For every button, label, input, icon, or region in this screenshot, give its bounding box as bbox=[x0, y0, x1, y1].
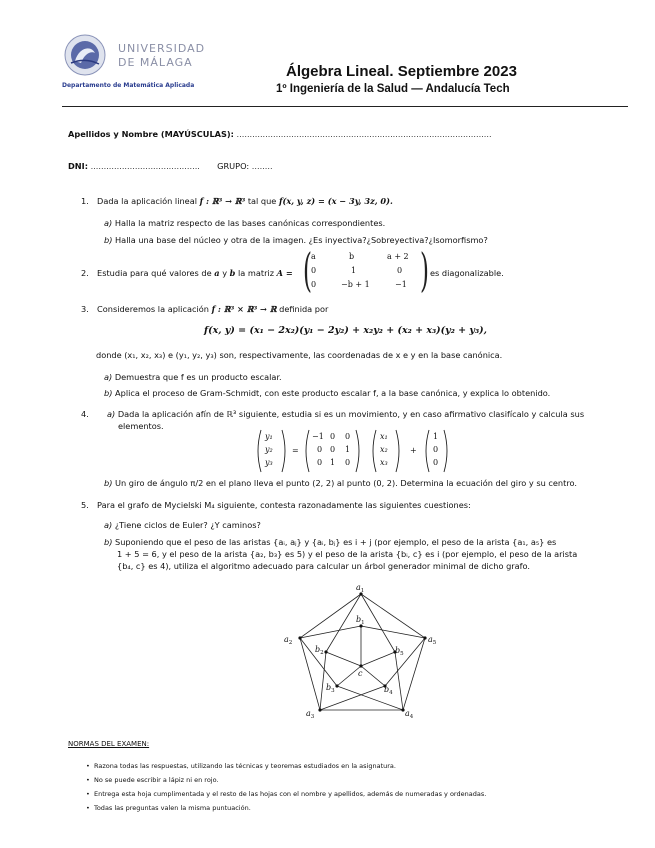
label-b1: $b_1$ bbox=[356, 615, 365, 626]
group-label: GRUPO: bbox=[217, 161, 250, 171]
exam-subtitle: 1º Ingeniería de la Salud — Andalucía Tech bbox=[276, 83, 510, 95]
vertex-a2 bbox=[298, 636, 301, 639]
mycielski-graph bbox=[280, 580, 440, 720]
header-divider bbox=[62, 106, 628, 107]
question-3a-text: Demuestra que f es un producto escalar. bbox=[114, 372, 282, 382]
question-2-text-b: la matriz bbox=[238, 268, 275, 278]
question-3b-label: b) bbox=[104, 388, 113, 398]
rule-item-text: Entrega esta hoja cumplimentada y el resto de las hojas con el nombre y apellidos, además de numeradas y ordenadas. bbox=[93, 790, 487, 798]
matrix-cell: 0 bbox=[317, 458, 323, 467]
question-3b-text: Aplica el proceso de Gram-Schmidt, con este producto escalar f, a la base canónica, y explica lo obtenido. bbox=[115, 388, 551, 398]
rule-item-text: No se puede escribir a lápiz ni en rojo. bbox=[93, 776, 219, 784]
matrix-cell: 1 bbox=[330, 458, 336, 467]
question-2-text-a: Estudia para qué valores de bbox=[97, 268, 212, 278]
label-a1: $a_1$ bbox=[356, 583, 365, 594]
question-5-number: 5. bbox=[81, 500, 89, 510]
vector-b3: 0 bbox=[433, 458, 439, 467]
group-field[interactable]: ........ bbox=[251, 161, 273, 171]
dni-label: DNI: bbox=[68, 161, 88, 171]
affine-equation bbox=[255, 428, 465, 474]
question-4b-text: Un giro de ángulo π/2 en el plano lleva el punto (2, 2) al punto (0, 2). Determina la ecuación del giro y su centro. bbox=[115, 478, 577, 488]
matrix-paren-left: ( bbox=[303, 243, 312, 297]
question-2-text bbox=[81, 268, 293, 279]
label-a2: $a_2$ bbox=[284, 635, 293, 646]
question-1-formula: f(x, y, z) = (x − 3y, 3z, 0). bbox=[278, 196, 393, 206]
question-4 bbox=[81, 409, 584, 420]
department-name: Departamento de Matemática Aplicada bbox=[62, 82, 195, 89]
label-a4: $a_4$ bbox=[405, 709, 414, 720]
rule-item bbox=[86, 804, 251, 812]
question-5b-text: Suponiendo que el peso de las aristas {aᵢ, aⱼ} y {aᵢ, bⱼ} es i + j (por ejemplo, el peso de la arista {a₁, a₅} es bbox=[115, 537, 557, 547]
university-name-line2: DE MÁLAGA bbox=[118, 56, 193, 69]
label-b4: $b_4$ bbox=[384, 685, 393, 696]
question-1b bbox=[104, 235, 488, 246]
dni-field[interactable]: .......................................... bbox=[90, 161, 200, 171]
matrix-cell: 1 bbox=[351, 266, 357, 275]
question-3a bbox=[104, 372, 282, 383]
vector-x1: x₁ bbox=[380, 432, 388, 441]
question-3a-label: a) bbox=[104, 372, 113, 382]
question-2-number: 2. bbox=[81, 268, 89, 278]
vector-y3: y₃ bbox=[265, 458, 273, 467]
question-4a-text: Dada la aplicación afín de ℝ³ siguiente, estudia si es un movimiento, y en caso afirmativo clasifícalo y calcula sus bbox=[117, 409, 585, 419]
question-3-number: 3. bbox=[81, 304, 89, 314]
label-b2: $b_2$ bbox=[315, 645, 324, 656]
name-row bbox=[68, 129, 492, 140]
question-4b bbox=[104, 478, 577, 489]
vector-y2: y₂ bbox=[265, 445, 273, 454]
question-2-matrix-label: A = bbox=[276, 268, 293, 278]
question-5b-label: b) bbox=[104, 537, 113, 547]
label-a3: $a_3$ bbox=[306, 709, 315, 720]
rule-item-text: Todas las preguntas valen la misma puntuación. bbox=[93, 804, 251, 812]
question-3-text-b: definida por bbox=[279, 304, 329, 314]
question-1-map: f : ℝ³ → ℝ³ bbox=[199, 196, 246, 206]
label-b3: $b_3$ bbox=[326, 683, 335, 694]
matrix-cell: −1 bbox=[312, 432, 324, 441]
name-field[interactable]: .................................................................................................. bbox=[236, 129, 492, 139]
question-4-number: 4. bbox=[81, 409, 89, 419]
question-5b-text-line3: {b₄, c} es 4), utiliza el algoritmo adecuado para calcular un árbol generador minimal de dicho grafo. bbox=[117, 561, 531, 571]
matrix-cell: 1 bbox=[345, 445, 351, 454]
name-label: Apellidos y Nombre (MAYÚSCULAS): bbox=[68, 129, 234, 139]
question-1b-label: b) bbox=[104, 235, 113, 245]
question-2-matrix bbox=[311, 252, 423, 294]
matrix-paren-right: ) bbox=[420, 243, 429, 297]
question-5a-text: ¿Tiene ciclos de Euler? ¿Y caminos? bbox=[114, 520, 261, 530]
question-1 bbox=[81, 196, 393, 207]
question-1a-label: a) bbox=[104, 218, 113, 228]
vector-b1: 1 bbox=[433, 432, 439, 441]
question-4a-text-line2: elementos. bbox=[118, 421, 164, 431]
vertex-b2 bbox=[324, 650, 327, 653]
question-1-text-b: tal que bbox=[247, 196, 277, 206]
question-1a bbox=[104, 218, 385, 229]
rule-item bbox=[86, 790, 486, 798]
equals-sign: = bbox=[292, 446, 299, 455]
matrix-cell: −1 bbox=[395, 280, 407, 289]
rule-item bbox=[86, 762, 396, 770]
bullet-icon: • bbox=[86, 804, 94, 812]
question-1a-text: Halla la matriz respecto de las bases canónicas correspondientes. bbox=[114, 218, 386, 228]
matrix-cell: 0 bbox=[330, 445, 336, 454]
question-4a-label: a) bbox=[107, 409, 116, 419]
vertex-c bbox=[359, 664, 362, 667]
matrix-cell: −b + 1 bbox=[341, 280, 370, 289]
question-3-coordinates: donde (x₁, x₂, x₃) e (y₁, y₂, y₃) son, respectivamente, las coordenadas de x e y en la base canónica. bbox=[96, 350, 503, 360]
question-2-and: y bbox=[222, 268, 228, 278]
matrix-cell: a bbox=[311, 252, 316, 261]
vector-x2: x₂ bbox=[380, 445, 388, 454]
question-3-map: f : ℝ³ × ℝ³ → ℝ bbox=[211, 304, 277, 314]
vertex-a3 bbox=[318, 708, 321, 711]
label-b5: $b_5$ bbox=[395, 646, 404, 657]
question-3-text: Consideremos la aplicación bbox=[97, 304, 209, 314]
university-seal bbox=[57, 33, 113, 79]
plus-sign: + bbox=[410, 446, 417, 455]
question-3b bbox=[104, 388, 550, 399]
matrix-cell: a + 2 bbox=[387, 252, 409, 261]
matrix-cell: 0 bbox=[345, 458, 351, 467]
question-5b-text-line2: 1 + 5 = 6, y el peso de la arista {a₂, b₃} es 5) y el peso de la arista {bᵢ, c} es i (por ejemplo, el peso de la arista bbox=[117, 549, 578, 559]
question-5a-label: a) bbox=[104, 520, 113, 530]
question-1-number: 1. bbox=[81, 196, 89, 206]
rule-item-text: Razona todas las respuestas, utilizando las técnicas y teoremas estudiados en la asignatura. bbox=[93, 762, 396, 770]
matrix-cell: 0 bbox=[317, 445, 323, 454]
bullet-icon: • bbox=[86, 776, 94, 784]
question-3-formula: f(x, y) = (x₁ − 2x₂)(y₁ − 2y₂) + x₂y₂ + (x₂ + x₃)(y₂ + y₃), bbox=[204, 325, 487, 336]
matrix-cell: 0 bbox=[311, 280, 317, 289]
rules-heading: NORMAS DEL EXAMEN: bbox=[68, 740, 150, 748]
label-a5: $a_5$ bbox=[428, 635, 437, 646]
university-name-line1: UNIVERSIDAD bbox=[118, 42, 206, 55]
bullet-icon: • bbox=[86, 790, 94, 798]
vertex-b3 bbox=[335, 684, 338, 687]
question-3 bbox=[81, 304, 328, 315]
matrix-cell: 0 bbox=[397, 266, 403, 275]
matrix-cell: 0 bbox=[345, 432, 351, 441]
question-5 bbox=[81, 500, 471, 511]
question-5b bbox=[104, 537, 556, 548]
bullet-icon: • bbox=[86, 762, 94, 770]
matrix-cell: 0 bbox=[330, 432, 336, 441]
matrix-cell: b bbox=[349, 252, 355, 261]
exam-title: Álgebra Lineal. Septiembre 2023 bbox=[286, 63, 517, 80]
label-c: c bbox=[358, 669, 363, 678]
question-2-end: es diagonalizable. bbox=[430, 268, 504, 278]
vertex-a5 bbox=[423, 636, 426, 639]
question-5a bbox=[104, 520, 261, 531]
question-1b-text: Halla una base del núcleo y otra de la imagen. ¿Es inyectiva?¿Sobreyectiva?¿Isomorfismo? bbox=[115, 235, 488, 245]
question-4b-label: b) bbox=[104, 478, 113, 488]
question-1-text: Dada la aplicación lineal bbox=[97, 196, 197, 206]
question-2-var-b: b bbox=[229, 268, 236, 278]
vector-y1: y₁ bbox=[265, 432, 273, 441]
question-5-text: Para el grafo de Mycielski M₄ siguiente, contesta razonadamente las siguientes cuestiones: bbox=[97, 500, 471, 510]
question-2-var-a: a bbox=[214, 268, 220, 278]
vector-b2: 0 bbox=[433, 445, 439, 454]
matrix-cell: 0 bbox=[311, 266, 317, 275]
vector-x3: x₃ bbox=[380, 458, 388, 467]
dni-row bbox=[68, 161, 273, 172]
rule-item bbox=[86, 776, 219, 784]
